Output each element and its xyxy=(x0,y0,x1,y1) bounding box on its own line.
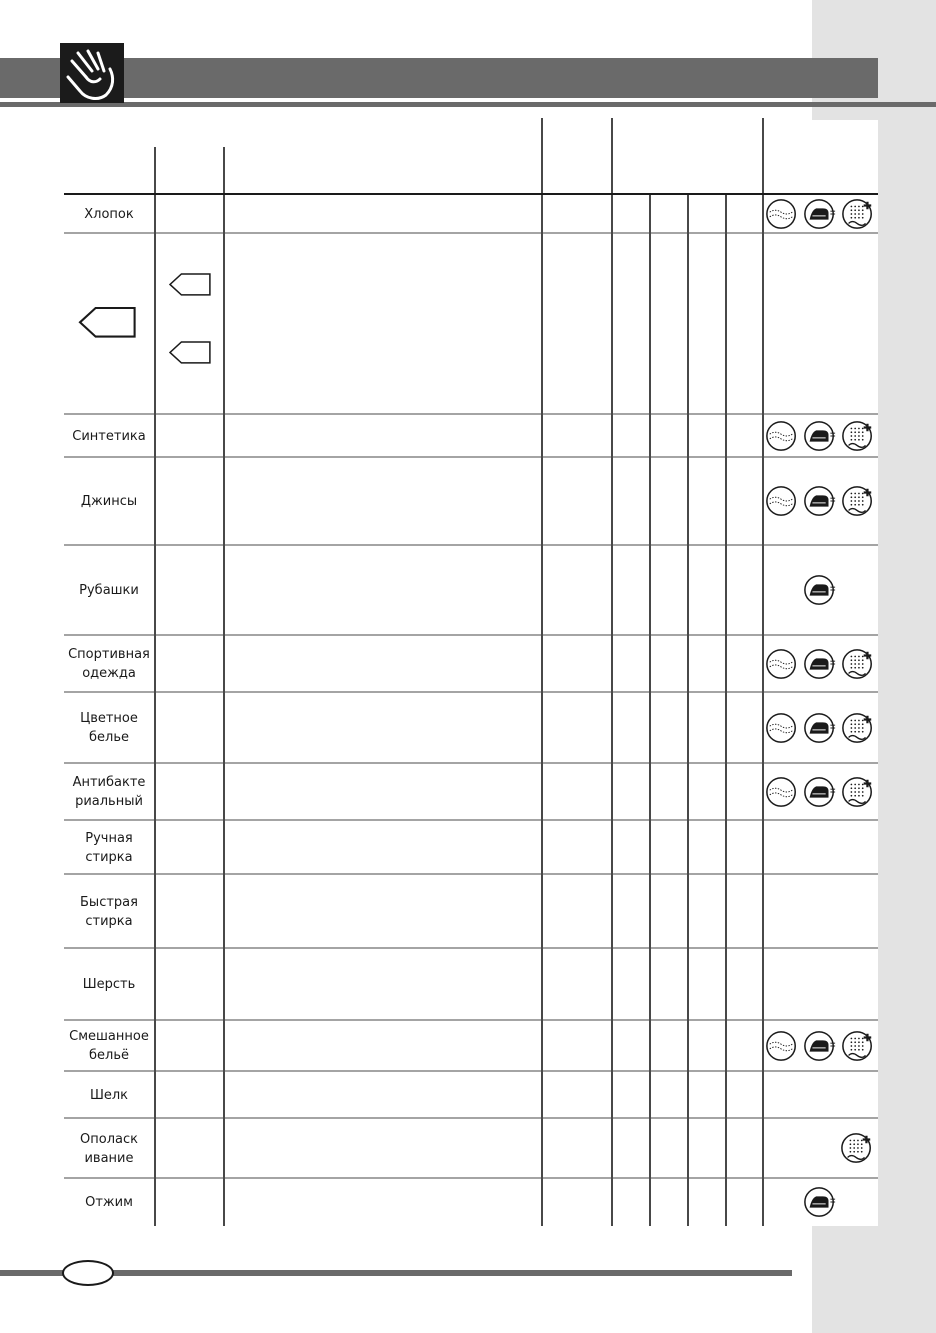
program-name: Спортивная одежда xyxy=(68,647,150,681)
iron-steam-icon xyxy=(803,1185,837,1223)
program-name: Ополаск ивание xyxy=(80,1131,138,1166)
program-name xyxy=(64,234,154,414)
tag-icon xyxy=(170,274,210,295)
program-name: Отжим xyxy=(85,1195,133,1210)
steam-refresh-icon xyxy=(765,197,799,235)
care-icons xyxy=(765,419,875,457)
program-name: Цветное белье xyxy=(80,711,138,745)
care-icons xyxy=(840,1131,874,1169)
page-number-oval xyxy=(62,1260,114,1286)
care-icons xyxy=(765,1029,875,1067)
extra-rinse-icon xyxy=(840,1131,874,1169)
steam-refresh-icon xyxy=(765,1029,799,1067)
iron-steam-icon xyxy=(803,573,837,611)
care-icons xyxy=(765,711,875,749)
program-name: Смешанное бельё xyxy=(69,1029,149,1063)
program-name: Быстрая стирка xyxy=(80,894,138,929)
iron-steam-icon xyxy=(803,419,837,457)
program-name: Ручная стирка xyxy=(85,830,133,865)
iron-steam-icon xyxy=(803,197,837,235)
care-icons xyxy=(765,647,875,685)
extra-rinse-icon xyxy=(841,711,875,749)
program-name: Хлопок xyxy=(84,206,134,222)
steam-refresh-icon xyxy=(765,775,799,813)
steam-refresh-icon xyxy=(765,419,799,457)
tag-icon xyxy=(170,342,210,363)
care-icons xyxy=(765,484,875,522)
extra-rinse-icon xyxy=(841,419,875,457)
care-icons xyxy=(765,775,875,813)
care-icons xyxy=(765,197,875,235)
program-name: Шерсть xyxy=(82,977,136,992)
footer-rule xyxy=(0,1270,792,1276)
care-icons xyxy=(803,573,837,611)
extra-rinse-icon xyxy=(841,775,875,813)
program-name: Шелк xyxy=(89,1087,129,1103)
program-name: Рубашки xyxy=(79,583,139,598)
extra-rinse-icon xyxy=(841,1029,875,1067)
iron-steam-icon xyxy=(803,711,837,749)
extra-rinse-icon xyxy=(841,484,875,522)
extra-rinse-icon xyxy=(841,647,875,685)
care-icons xyxy=(803,1185,837,1223)
program-name: Синтетика xyxy=(72,428,146,444)
iron-steam-icon xyxy=(803,775,837,813)
steam-refresh-icon xyxy=(765,647,799,685)
steam-refresh-icon xyxy=(765,484,799,522)
extra-rinse-icon xyxy=(841,197,875,235)
iron-steam-icon xyxy=(803,647,837,685)
iron-steam-icon xyxy=(803,1029,837,1067)
program-name: Антибакте риальный xyxy=(72,775,146,809)
iron-steam-icon xyxy=(803,484,837,522)
steam-refresh-icon xyxy=(765,711,799,749)
program-name: Джинсы xyxy=(80,494,138,509)
